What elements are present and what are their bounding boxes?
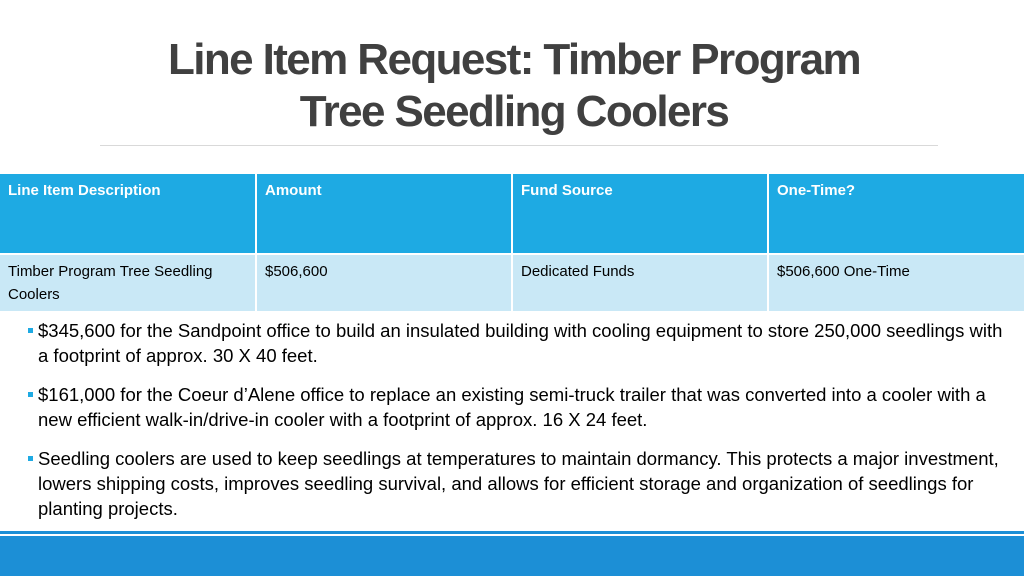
cell-amount: $506,600 [256,254,512,311]
cell-line-item-description: Timber Program Tree Seedling Coolers [0,254,256,311]
bullet-marker-icon [28,392,33,397]
footer-bar [0,536,1024,576]
table-row [0,254,1024,311]
title-divider [100,145,938,146]
slide-title-line-1: Line Item Request: Timber Program [167,35,861,84]
header-amount: Amount [256,174,512,254]
bullet-list [28,318,1008,535]
header-line-item-description: Line Item Description [0,174,256,254]
bullet-text-coeur-dalene: $161,000 for the Coeur d’Alene office to replace an existing semi-truck trailer that was converted into a cooler with a new efficient walk-in/drive-in cooler with a footprint of approx. 16 X 24 feet. [38,384,986,430]
list-item [28,446,1008,521]
header-one-time: One-Time? [768,174,1024,254]
slide-title [100,34,928,138]
slide-title-line-2: Tree Seedling Coolers [299,87,729,136]
table-header-row [0,174,1024,254]
header-fund-source: Fund Source [512,174,768,254]
list-item [28,318,1008,368]
bullet-text-sandpoint: $345,600 for the Sandpoint office to build an insulated building with cooling equipment to store 250,000 seedlings with a footprint of approx. 30 X 40 feet. [38,320,1003,366]
footer-accent-line [0,531,1024,534]
bullet-text-seedling-coolers: Seedling coolers are used to keep seedlings at temperatures to maintain dormancy. This protects a major investment, lowers shipping costs, improves seedling survival, and allows for efficient storage and organization of seedlings for planting projects. [38,448,999,519]
line-item-table-container [0,174,1024,311]
list-item [28,382,1008,432]
cell-one-time: $506,600 One-Time [768,254,1024,311]
bullet-marker-icon [28,328,33,333]
cell-fund-source: Dedicated Funds [512,254,768,311]
line-item-table [0,174,1024,311]
bullet-marker-icon [28,456,33,461]
